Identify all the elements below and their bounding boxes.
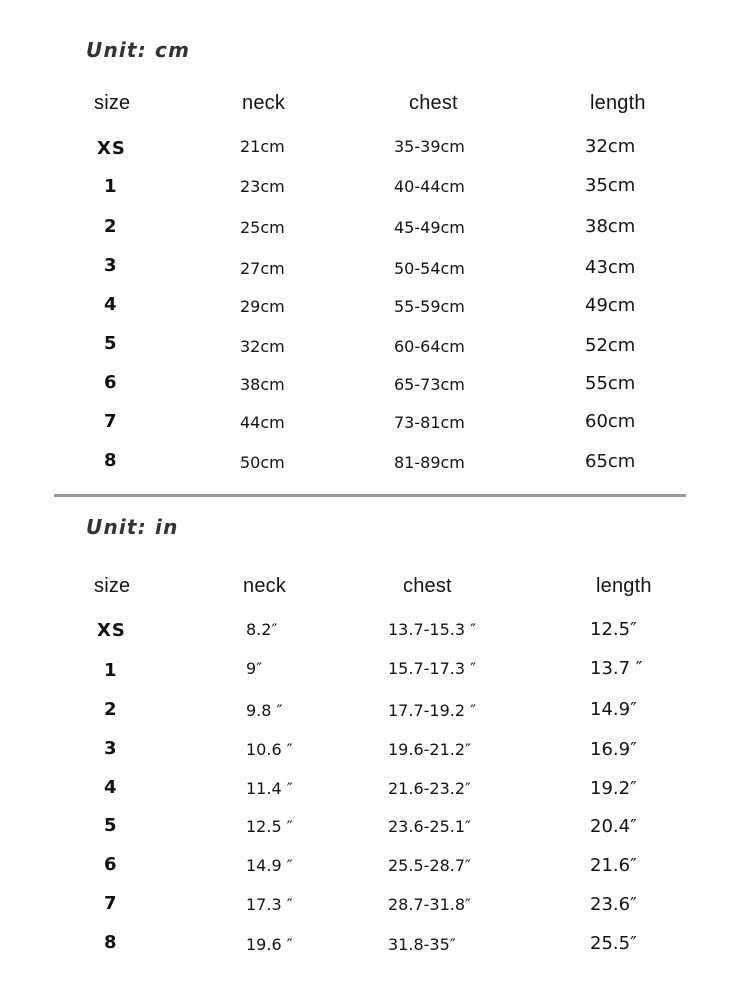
neck-cell: 9.8 ″ [246, 701, 283, 720]
size-cell: 2 [104, 699, 118, 720]
chest-cell: 65-73cm [394, 375, 465, 394]
size-cell: 6 [104, 854, 118, 875]
size-cell: 8 [104, 932, 118, 953]
neck-cell: 44cm [240, 413, 285, 432]
length-cell: 25.5″ [590, 933, 637, 954]
size-cell: 6 [104, 372, 118, 393]
length-cell: 49cm [585, 295, 636, 316]
length-cell: 43cm [585, 257, 636, 278]
chest-cell: 21.6-23.2″ [388, 779, 471, 798]
length-cell: 16.9″ [590, 739, 637, 760]
size-cell: 7 [104, 893, 118, 914]
chest-cell: 17.7-19.2 ″ [388, 701, 477, 720]
size-cell: 7 [104, 411, 118, 432]
neck-cell: 38cm [240, 375, 285, 394]
size-cell: 3 [104, 255, 118, 276]
cm-header-size: size [94, 92, 131, 114]
in-header-chest: chest [403, 575, 452, 597]
neck-cell: 12.5 ″ [246, 817, 293, 836]
cm-header-neck: neck [242, 92, 286, 114]
size-cell: 4 [104, 294, 118, 315]
neck-cell: 29cm [240, 297, 285, 316]
size-cell: 8 [104, 450, 118, 471]
neck-cell: 32cm [240, 337, 285, 356]
chest-cell: 73-81cm [394, 413, 465, 432]
chest-cell: 45-49cm [394, 218, 465, 237]
size-cell: 1 [104, 660, 118, 681]
chest-cell: 19.6-21.2″ [388, 740, 471, 759]
size-cell: 1 [104, 176, 118, 197]
size-cell: 4 [104, 777, 118, 798]
in-unit-title: Unit: in [86, 515, 179, 539]
cm-header-chest: chest [409, 92, 458, 114]
length-cell: 23.6″ [590, 894, 637, 915]
chest-cell: 25.5-28.7″ [388, 856, 471, 875]
neck-cell: 19.6 ″ [246, 935, 293, 954]
chest-cell: 50-54cm [394, 259, 465, 278]
size-cell: 3 [104, 738, 118, 759]
length-cell: 19.2″ [590, 778, 637, 799]
neck-cell: 21cm [240, 137, 285, 156]
neck-cell: 23cm [240, 177, 285, 196]
length-cell: 52cm [585, 335, 636, 356]
in-header-length: length [596, 575, 652, 597]
length-cell: 60cm [585, 411, 636, 432]
neck-cell: 17.3 ″ [246, 895, 293, 914]
in-header-neck: neck [243, 575, 287, 597]
size-cell: XS [97, 620, 126, 641]
neck-cell: 50cm [240, 453, 285, 472]
chest-cell: 15.7-17.3 ″ [388, 659, 477, 678]
size-cell: 5 [104, 815, 118, 836]
size-cell: XS [97, 138, 126, 159]
chest-cell: 55-59cm [394, 297, 465, 316]
length-cell: 38cm [585, 216, 636, 237]
chest-cell: 40-44cm [394, 177, 465, 196]
chest-cell: 13.7-15.3 ″ [388, 620, 477, 639]
neck-cell: 25cm [240, 218, 285, 237]
length-cell: 21.6″ [590, 855, 637, 876]
chest-cell: 35-39cm [394, 137, 465, 156]
neck-cell: 11.4 ″ [246, 779, 293, 798]
length-cell: 20.4″ [590, 816, 637, 837]
neck-cell: 14.9 ″ [246, 856, 293, 875]
chest-cell: 81-89cm [394, 453, 465, 472]
cm-header-length: length [590, 92, 646, 114]
length-cell: 14.9″ [590, 699, 637, 720]
cm-unit-title: Unit: cm [86, 38, 191, 62]
chest-cell: 31.8-35″ [388, 935, 456, 954]
length-cell: 13.7 ″ [590, 658, 643, 679]
length-cell: 35cm [585, 175, 636, 196]
length-cell: 55cm [585, 373, 636, 394]
size-cell: 5 [104, 333, 118, 354]
neck-cell: 10.6 ″ [246, 740, 293, 759]
size-cell: 2 [104, 216, 118, 237]
in-header-size: size [94, 575, 131, 597]
length-cell: 65cm [585, 451, 636, 472]
neck-cell: 9″ [246, 659, 263, 678]
neck-cell: 27cm [240, 259, 285, 278]
chest-cell: 60-64cm [394, 337, 465, 356]
chest-cell: 28.7-31.8″ [388, 895, 471, 914]
length-cell: 12.5″ [590, 619, 637, 640]
chest-cell: 23.6-25.1″ [388, 817, 471, 836]
neck-cell: 8.2″ [246, 620, 278, 639]
length-cell: 32cm [585, 136, 636, 157]
section-divider [54, 494, 686, 497]
